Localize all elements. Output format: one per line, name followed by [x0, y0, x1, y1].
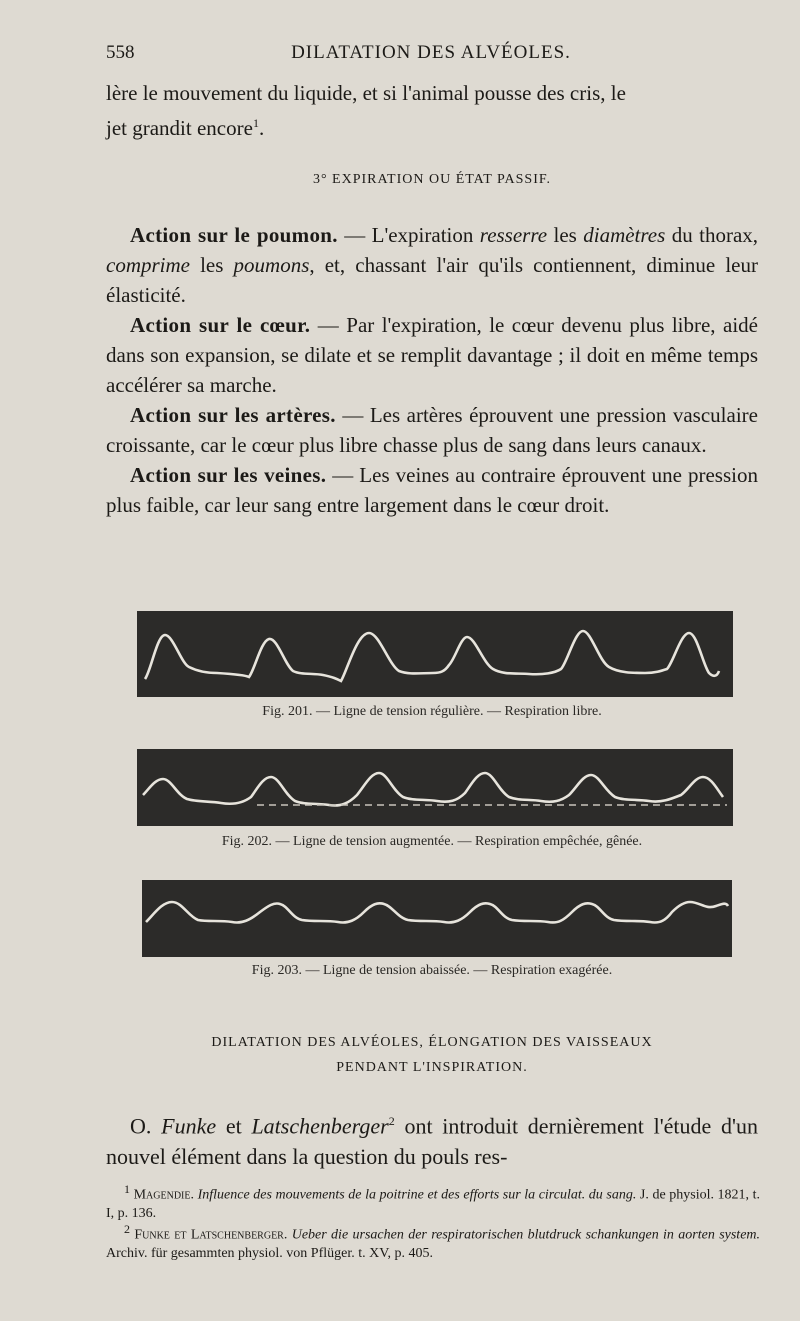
- figure-201-tracing: [137, 611, 733, 697]
- figure-203-caption: Fig. 203. — Ligne de tension abaissée. — Respiration exagérée.: [251, 963, 613, 978]
- running-title: DILATATION DES ALVÉOLES.: [291, 42, 571, 63]
- footnote-1-title: Influence des mouvements de la poitrine et des efforts sur la circulat. du sang.: [197, 1187, 637, 1203]
- section-heading-line-2: PENDANT L'INSPIRATION.: [336, 1060, 528, 1075]
- funke-italic-name: Funke: [161, 1113, 217, 1139]
- figure-203-tracing: [142, 880, 732, 957]
- figure-202-caption: Fig. 202. — Ligne de tension augmentée. — Respiration empêchée, gênée.: [221, 834, 643, 849]
- paragraph-funke: [106, 1106, 758, 1172]
- italic-poumons: poumons: [233, 253, 310, 277]
- italic-comprime: comprime: [106, 253, 190, 277]
- text-veines: — Les veines au contraire éprouvent une pression plus faible, car leur sang entre largement dans le cœur droit.: [106, 463, 758, 517]
- funke-text-3: ont introduit dernièrement l'étude d'un nouvel élément dans la question du pouls res-: [106, 1113, 758, 1170]
- italic-diametres: diamètres: [583, 223, 666, 247]
- pulse-trace-increased: [137, 749, 733, 826]
- label-veines: Action sur les veines.: [130, 463, 327, 487]
- section-heading-expiration: 3° EXPIRATION OU ÉTAT PASSIF.: [312, 172, 552, 187]
- label-poumon: Action sur le poumon.: [130, 223, 338, 247]
- text-poumon-3: du thorax,: [665, 223, 759, 247]
- section-heading-line-1: DILATATION DES ALVÉOLES, ÉLONGATION DES VAISSEAUX: [211, 1035, 653, 1050]
- footnote-1-source: J. de physiol. 1821, t. I, p. 136.: [106, 1187, 761, 1221]
- funke-text-1: O.: [130, 1113, 162, 1139]
- footnote-2-source: Archiv. für gesammten physiol. von Pflüger. t. XV, p. 405.: [106, 1245, 434, 1261]
- italic-resserre: resserre: [479, 223, 548, 247]
- footnote-1: [106, 1180, 760, 1223]
- funke-text-2: et: [216, 1113, 252, 1139]
- label-arteres: Action sur les artères.: [130, 403, 336, 427]
- footnote-2-title: Ueber die ursachen der respiratorischen blutdruck schankungen in aorten system.: [291, 1227, 761, 1243]
- text-poumon-4: les: [189, 253, 234, 277]
- text-arteres: — Les artères éprouvent une pression vasculaire croissante, car le cœur plus libre chasse plus de sang dans leurs canaux.: [106, 403, 758, 457]
- paragraph-arteres: [106, 400, 758, 460]
- intro-end: .: [258, 116, 265, 140]
- intro-line-1: lère le mouvement du liquide, et si l'animal pousse des cris, le: [106, 81, 626, 105]
- latschenberger-italic-name: Latschenberger: [251, 1113, 389, 1139]
- footnote-1-number: 1: [124, 1182, 130, 1196]
- page-number: 558: [106, 42, 135, 63]
- footnote-2-author: Funke et Latschenberger.: [134, 1227, 288, 1243]
- intro-paragraph: [106, 78, 758, 143]
- section-heading-dilatation: [106, 1030, 758, 1080]
- text-coeur: — Par l'expiration, le cœur devenu plus libre, aidé dans son expansion, se dilate et se remplit davantage ; il doit en même temps accélérer sa marche.: [106, 313, 758, 397]
- figure-202-tracing: [137, 749, 733, 826]
- paragraph-poumon: [106, 220, 758, 310]
- text-poumon-1: — L'expiration: [337, 223, 480, 247]
- footnote-2: [106, 1220, 760, 1263]
- pulse-trace-decreased: [142, 880, 732, 957]
- pulse-trace-regular: [137, 611, 733, 697]
- figure-201-caption: Fig. 201. — Ligne de tension régulière. — Respiration libre.: [262, 704, 602, 719]
- label-coeur: Action sur le cœur.: [130, 313, 311, 337]
- main-text: [106, 220, 758, 520]
- footnote-ref-2[interactable]: 2: [388, 1114, 395, 1128]
- text-poumon-5: , et, chassant l'air qu'ils contiennent, diminue leur élasticité.: [106, 253, 758, 307]
- paragraph-veines: [106, 460, 758, 520]
- running-header: [106, 42, 756, 72]
- paragraph-coeur: [106, 310, 758, 400]
- footnote-1-author: Magendie.: [133, 1187, 194, 1203]
- intro-line-2: jet grandit encore: [106, 116, 253, 140]
- footnote-2-number: 2: [124, 1222, 130, 1236]
- footnote-ref-1[interactable]: 1: [252, 116, 259, 130]
- text-poumon-2: les: [547, 223, 584, 247]
